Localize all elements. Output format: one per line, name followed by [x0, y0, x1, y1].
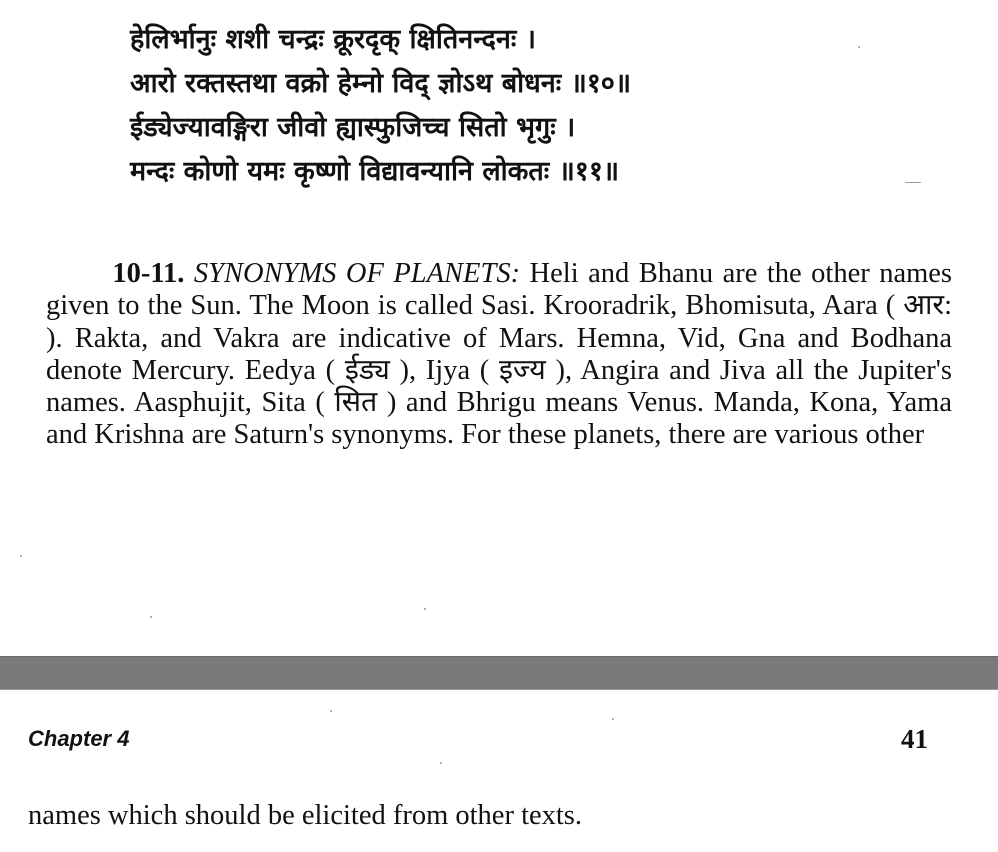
- scan-speck: [20, 555, 22, 557]
- verse-line-2: आरो रक्तस्तथा वक्रो हेम्नो विद् ज्ञोऽथ बोधनः ॥१०॥: [130, 68, 632, 99]
- scan-speck: [330, 710, 332, 712]
- verse-line-4: मन्दः कोणो यमः कृष्णो विद्यावन्यानि लोकतः ॥११॥: [130, 156, 620, 187]
- scan-speck: [905, 182, 921, 183]
- scan-speck: [424, 608, 426, 610]
- commentary-body: Heli and Bhanu are the other names given to the Sun. The Moon is called Sasi. Krooradrik, Bhomisuta, Aara ( आर: ). Rakta, and Vakra are indicative of Mars. Hemna, Vid, Gna and Bodhana denote Mercury. Eedya ( ईड्य ), Ijya ( इज्य ), Angira and Jiva all the Jupiter's names. Aasphujit, Sita ( सित ) and Bhrigu means Venus. Manda, Kona, Yama and Krishna are Saturn's synonyms. For these planets, there are various other: [46, 258, 953, 451]
- scan-speck: [150, 616, 152, 618]
- verse-line-3: ईड्येज्यावङ्गिरा जीवो ह्यास्फुजिच्च सितो भृगुः ।: [130, 112, 576, 143]
- scan-speck: [612, 718, 614, 720]
- verse-number: 10-11.: [112, 258, 185, 289]
- page-lower-half: [0, 690, 998, 852]
- page-number: 41: [901, 724, 928, 754]
- continuation-text: names which should be elicited from other texts.: [28, 800, 583, 831]
- scan-speck: [858, 46, 860, 48]
- commentary-paragraph: [46, 258, 952, 452]
- verse-line-1: हेलिर्भानुः शशी चन्द्रः क्रूरदृक् क्षितिनन्दनः ।: [130, 24, 536, 55]
- section-title: SYNONYMS OF PLANETS:: [193, 258, 521, 289]
- scan-speck: [440, 762, 442, 764]
- chapter-label: Chapter 4: [28, 726, 130, 751]
- sanskrit-verse: [130, 18, 870, 194]
- page-divider: [0, 656, 998, 690]
